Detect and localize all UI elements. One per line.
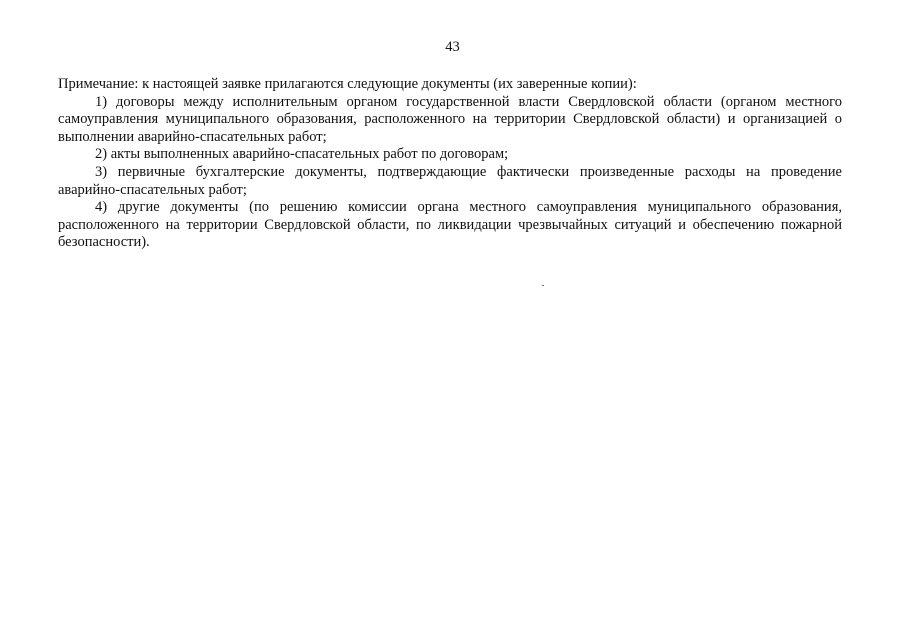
note-item-1: 1) договоры между исполнительным органом государственной власти Свердловской области (органом местного самоуправления муниципального образования, расположенного на территории Свердловской области) и организацией о выполнении аварийно-спасательных работ;	[58, 93, 842, 145]
note-intro: Примечание: к настоящей заявке прилагаются следующие документы (их заверенные копии):	[58, 76, 637, 92]
scan-speck	[542, 285, 544, 286]
note-item-2: 2) акты выполненных аварийно-спасательных работ по договорам;	[95, 146, 509, 163]
note-item-3: 3) первичные бухгалтерские документы, подтверждающие фактически произведенные расходы на проведение аварийно-спасательных работ;	[58, 163, 842, 198]
note-item-4: 4) другие документы (по решению комиссии органа местного самоуправления муниципального образования, расположенного на территории Свердловской области, по ликвидации чрезвычайных ситуаций и обеспечению пожарной безопасности).	[58, 199, 842, 251]
attachment-note	[58, 76, 842, 252]
page-number: 43	[445, 39, 460, 55]
